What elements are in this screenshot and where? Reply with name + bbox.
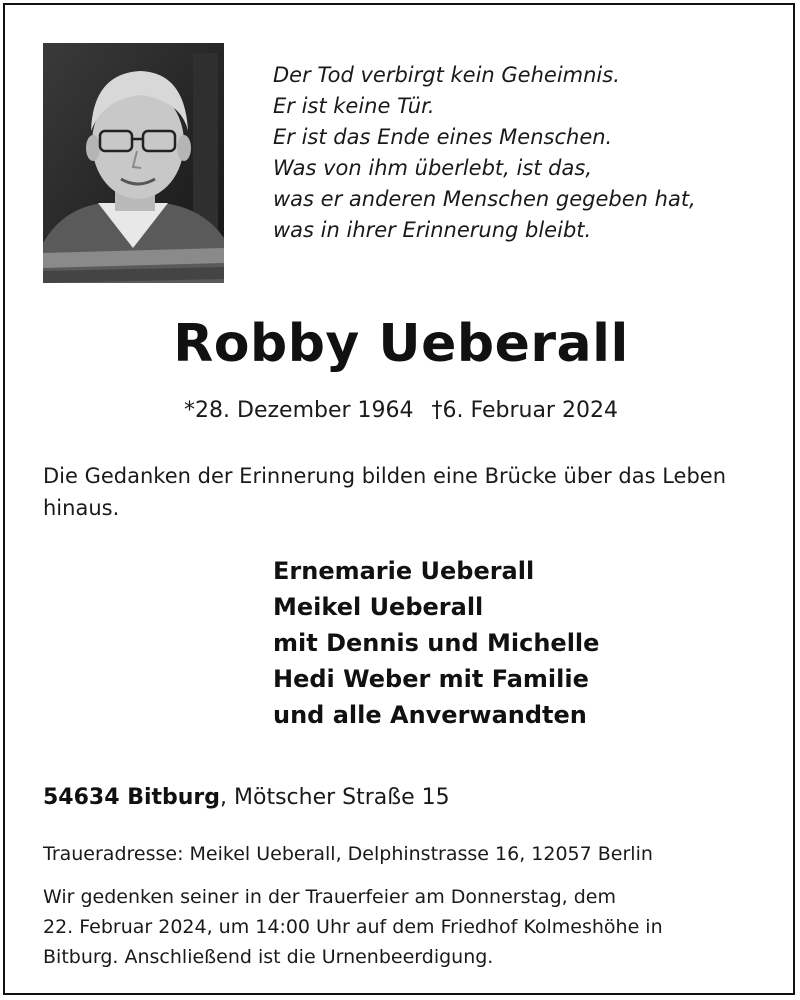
mourner-name: mit Dennis und Michelle (273, 629, 600, 657)
service-line: Bitburg. Anschließend ist die Urnenbeerdigung. (43, 946, 494, 968)
service-info (43, 882, 773, 972)
poem-line: was in ihrer Erinnerung bleibt. (273, 218, 592, 242)
birth-date: *28. Dezember 1964 (184, 398, 414, 423)
portrait-photo (43, 43, 224, 283)
address-city: 54634 Bitburg (43, 785, 221, 810)
mourner-name: und alle Anverwandten (273, 701, 587, 729)
mourner-name: Ernemarie Ueberall (273, 557, 535, 585)
deceased-name: Robby Ueberall (173, 314, 629, 374)
poem-line: Der Tod verbirgt kein Geheimnis. (273, 63, 620, 87)
family-address (43, 781, 773, 815)
portrait-image (43, 43, 224, 283)
life-dates (5, 395, 797, 427)
service-line: 22. Februar 2024, um 14:00 Uhr auf dem Friedhof Kolmeshöhe in (43, 916, 663, 938)
poem (273, 60, 773, 246)
mourner-name: Hedi Weber mit Familie (273, 665, 589, 693)
poem-line: Er ist das Ende eines Menschen. (273, 125, 613, 149)
poem-line: Er ist keine Tür. (273, 94, 435, 118)
memorial-quote: Die Gedanken der Erinnerung bilden eine Brücke über das Leben hinaus. (43, 464, 727, 520)
mourning-address: Traueradresse: Meikel Ueberall, Delphinstrasse 16, 12057 Berlin (43, 843, 653, 865)
poem-line: Was von ihm überlebt, ist das, (273, 156, 592, 180)
mourners-list (273, 553, 773, 733)
mourner-name: Meikel Ueberall (273, 593, 484, 621)
death-date: †6. Februar 2024 (431, 398, 618, 423)
address-street: , Mötscher Straße 15 (220, 785, 450, 810)
obituary-notice (3, 3, 795, 995)
service-line: Wir gedenken seiner in der Trauerfeier am Donnerstag, dem (43, 886, 616, 908)
poem-line: was er anderen Menschen gegeben hat, (273, 187, 696, 211)
